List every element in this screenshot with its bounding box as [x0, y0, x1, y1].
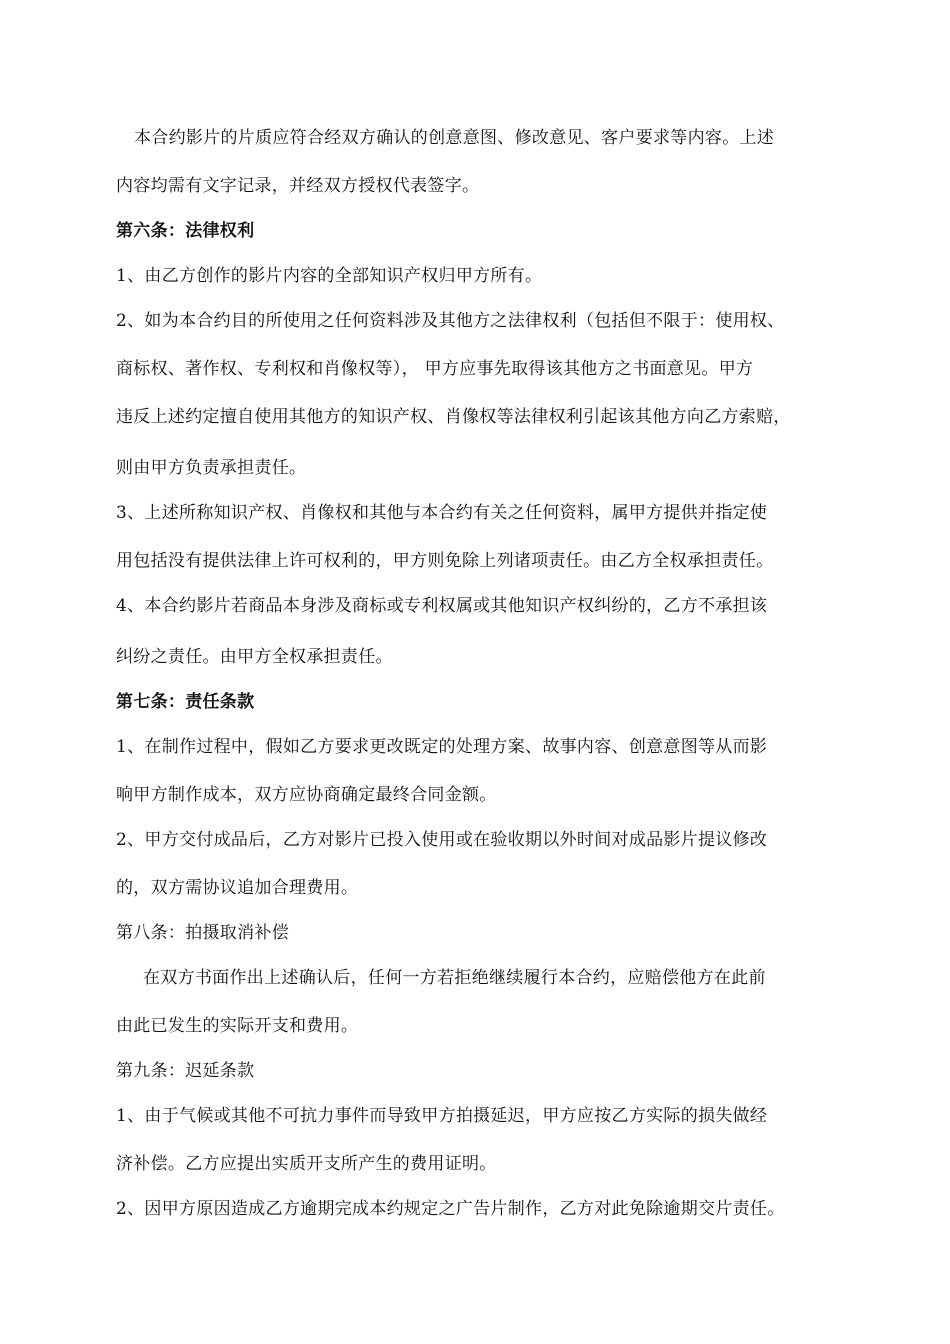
paragraph-line: 1、在制作过程中，假如乙方要求更改既定的处理方案、故事内容、创意意图等从而影: [116, 737, 768, 757]
section-heading: 第九条：迟延条款: [116, 1061, 255, 1081]
paragraph-line: 4、本合约影片若商品本身涉及商标或专利权属或其他知识产权纠纷的，乙方不承担该: [116, 596, 768, 616]
paragraph-line: 3、上述所称知识产权、肖像权和其他与本合约有关之任何资料，属甲方提供并指定使: [116, 503, 768, 523]
paragraph-line: 响甲方制作成本，双方应协商确定最终合同金额。: [116, 785, 497, 805]
paragraph-line: 1、由乙方创作的影片内容的全部知识产权归甲方所有。: [116, 266, 543, 286]
section-heading: 第七条：责任条款: [116, 692, 255, 712]
paragraph-line: 济补偿。乙方应提出实质开支所产生的费用证明。: [116, 1154, 497, 1174]
paragraph-line: 2、如为本合约目的所使用之任何资料涉及其他方之法律权利（包括但不限于：使用权、: [116, 311, 785, 331]
paragraph-line: 纠纷之责任。由甲方全权承担责任。: [116, 647, 393, 667]
paragraph-line: 在双方书面作出上述确认后，任何一方若拒绝继续履行本合约，应赔偿他方在此前: [143, 968, 766, 988]
paragraph-line: 用包括没有提供法律上许可权利的，甲方则免除上列诸项责任。由乙方全权承担责任。: [116, 551, 774, 571]
section-heading: 第六条：法律权利: [116, 221, 255, 241]
paragraph-line: 则由甲方负责承担责任。: [116, 458, 307, 478]
paragraph-line: 商标权、著作权、专利权和肖像权等）， 甲方应事先取得该其他方之书面意见。甲方: [116, 359, 754, 379]
paragraph-line: 1、由于气候或其他不可抗力事件而导致甲方拍摄延迟，甲方应按乙方实际的损失做经: [116, 1106, 768, 1126]
paragraph-line: 本合约影片的片质应符合经双方确认的创意意图、修改意见、客户要求等内容。上述: [134, 128, 775, 148]
paragraph-line: 的，双方需协议追加合理费用。: [116, 878, 359, 898]
paragraph-line: 违反上述约定擅自使用其他方的知识产权、肖像权等法律权利引起该其他方向乙方索赔，: [116, 407, 791, 427]
paragraph-line: 2、因甲方原因造成乙方逾期完成本约规定之广告片制作，乙方对此免除逾期交片责任。: [116, 1199, 785, 1219]
section-heading: 第八条：拍摄取消补偿: [116, 923, 289, 943]
paragraph-line: 内容均需有文字记录，并经双方授权代表签字。: [116, 176, 480, 196]
paragraph-line: 2、甲方交付成品后，乙方对影片已投入使用或在验收期以外时间对成品影片提议修改: [116, 830, 768, 850]
paragraph-line: 由此已发生的实际开支和费用。: [116, 1016, 359, 1036]
